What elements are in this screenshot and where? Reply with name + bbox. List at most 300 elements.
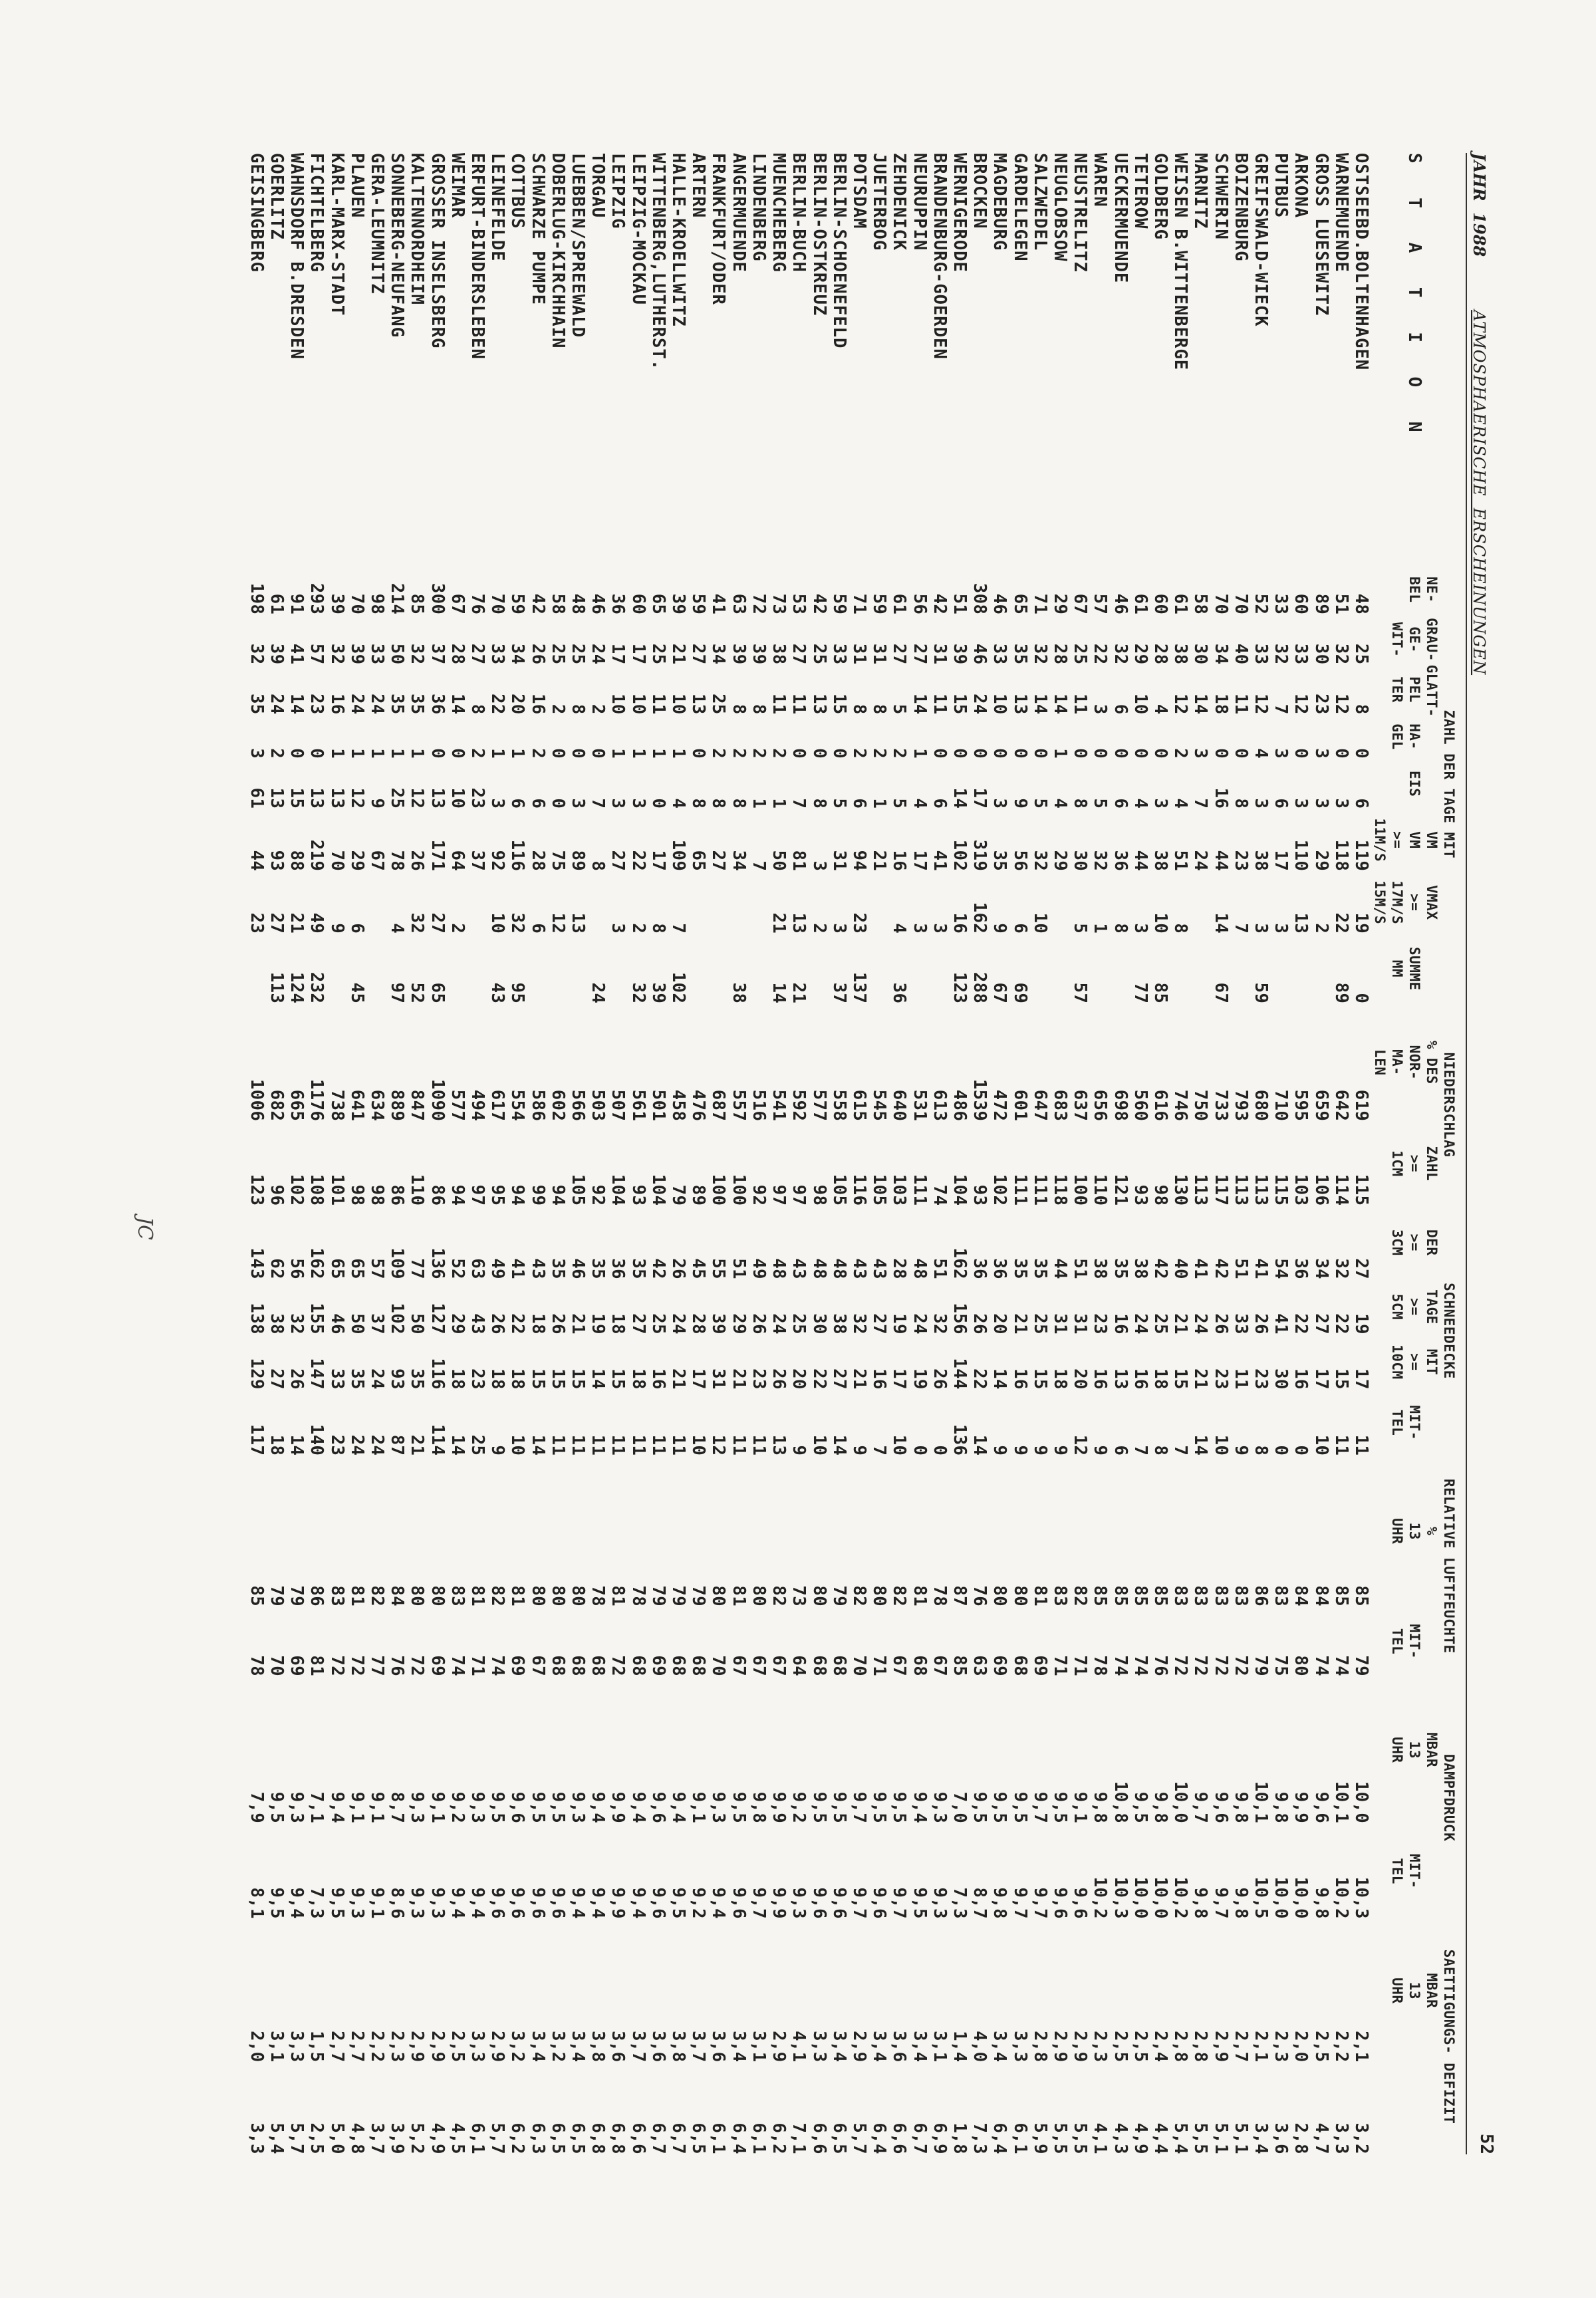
table-cell: 68 <box>568 1655 589 1677</box>
table-cell: 9,5 <box>829 1791 849 1824</box>
table-row <box>247 153 267 2154</box>
subheader-cell: UHR <box>1389 1736 1405 1763</box>
table-cell: 5 <box>829 798 849 809</box>
table-cell: 74 <box>1130 1655 1150 1677</box>
table-row <box>990 153 1009 2154</box>
table-cell: 750 <box>1190 1089 1211 1122</box>
table-cell: 8 <box>588 860 608 872</box>
table-cell: 6,6 <box>628 2122 648 2154</box>
table-cell: 59 <box>688 593 709 615</box>
table-cell: 659 <box>1311 1089 1331 1122</box>
table-cell: 59 <box>869 593 890 615</box>
table-cell: 68 <box>1009 1655 1030 1677</box>
station-name: MAGDEBURG <box>990 153 1010 251</box>
table-cell: 46 <box>1110 593 1130 615</box>
table-cell: 43 <box>789 1258 809 1280</box>
table-cell: 31 <box>929 643 950 665</box>
table-cell: 11 <box>648 694 668 715</box>
table-cell: 34 <box>1210 643 1231 665</box>
table-cell: 16 <box>1130 1368 1150 1390</box>
table-row <box>769 153 789 2154</box>
table-cell: 554 <box>507 1089 528 1122</box>
table-cell: 232 <box>307 971 327 1004</box>
table-cell: 82 <box>487 1585 508 1607</box>
table-cell: 1090 <box>427 1079 448 1122</box>
table-cell: 9,5 <box>267 1791 287 1824</box>
table-cell: 59 <box>1250 982 1271 1004</box>
table-cell: 13 <box>307 787 327 809</box>
table-cell: 60 <box>1150 593 1170 615</box>
subheader-cell <box>1389 565 1406 614</box>
subheader-cell: MBAR <box>1424 1732 1440 1767</box>
table-cell: 85 <box>1090 1585 1111 1607</box>
station-name: GARDELEGEN <box>1009 153 1030 262</box>
table-row <box>1050 153 1070 2154</box>
table-cell: 21 <box>849 1368 869 1390</box>
table-cell: 9,3 <box>407 1887 428 1920</box>
table-cell <box>1030 934 1050 1003</box>
table-row <box>327 153 346 2154</box>
year-label: JAHR 1988 <box>1470 153 1489 257</box>
table-cell: 42 <box>648 1258 668 1280</box>
table-cell: 26 <box>547 1313 568 1335</box>
table-cell: 104 <box>949 1174 970 1206</box>
table-cell: 30 <box>1311 643 1331 665</box>
table-cell: 4,8 <box>346 2122 367 2154</box>
table-cell: 39 <box>708 1313 729 1335</box>
table-cell: 78 <box>387 850 408 872</box>
table-cell: 9,6 <box>829 1887 849 1920</box>
table-cell: 74 <box>929 1184 950 1206</box>
table-cell: 57 <box>307 643 327 665</box>
table-cell: 49 <box>748 1258 769 1280</box>
table-cell: 3 <box>568 798 589 809</box>
table-cell: 11 <box>1331 1434 1351 1456</box>
table-cell: 25 <box>708 694 729 715</box>
table-cell: 89 <box>568 850 589 872</box>
table-cell: 76 <box>387 1655 408 1677</box>
subheader-cell: >= <box>1406 1154 1422 1173</box>
table-cell: 22 <box>628 850 648 872</box>
table-cell: 3,3 <box>287 2031 307 2063</box>
table-cell: 4 <box>1049 798 1070 809</box>
table-cell: 34 <box>1311 1258 1331 1280</box>
table-cell: 1 <box>487 748 508 759</box>
table-cell: 7 <box>1170 1445 1191 1456</box>
table-row <box>588 153 608 2154</box>
subheader-cell <box>1371 1919 1389 2063</box>
table-cell: 6,7 <box>909 2122 930 2154</box>
table-cell: 9,8 <box>1230 1791 1251 1824</box>
table-cell: 602 <box>547 1089 568 1122</box>
table-cell: 1 <box>1049 748 1070 759</box>
subheader-cell: GRAU- <box>1424 618 1440 662</box>
table-cell: 29 <box>447 1313 467 1335</box>
table-cell: 23 <box>307 694 327 715</box>
table-cell: 40 <box>1230 643 1251 665</box>
table-cell: 9,4 <box>287 1887 307 1920</box>
table-cell: 9,5 <box>728 1791 749 1824</box>
table-cell: 121 <box>1110 1174 1130 1206</box>
table-row <box>789 153 809 2154</box>
table-cell: 48 <box>829 1258 849 1280</box>
table-cell: 67 <box>1210 982 1231 1004</box>
table-cell: 3,7 <box>367 2122 388 2154</box>
table-cell: 507 <box>608 1089 628 1122</box>
station-name: BERLIN-OSTKREUZ <box>809 153 829 317</box>
table-cell: 69 <box>990 1655 1010 1677</box>
table-cell: 97 <box>789 1184 809 1206</box>
table-cell: 4,1 <box>789 2031 809 2063</box>
table-row <box>1090 153 1110 2154</box>
table-cell: 77 <box>407 1258 428 1280</box>
table-cell: 98 <box>809 1184 829 1206</box>
table-cell: 9 <box>990 1445 1010 1456</box>
subheader-cell: 11M/S <box>1372 818 1388 862</box>
table-cell: 3,3 <box>1331 2122 1351 2154</box>
table-cell: 85 <box>949 1655 970 1677</box>
subheader-cell: HA- <box>1406 723 1422 750</box>
table-cell: 29 <box>1311 850 1331 872</box>
table-cell: 5,5 <box>1070 2122 1091 2154</box>
station-name: KARL-MARX-STADT <box>327 153 347 317</box>
table-cell: 1 <box>769 798 789 809</box>
table-cell: 8,6 <box>387 1887 408 1920</box>
table-cell: 8 <box>1351 703 1371 715</box>
table-cell: 3 <box>1311 798 1331 809</box>
table-cell: 70 <box>346 593 367 615</box>
table-cell: 94 <box>507 1184 528 1206</box>
table-cell: 615 <box>849 1089 869 1122</box>
table-cell: 16 <box>327 694 347 715</box>
table-cell: 22 <box>970 1368 990 1390</box>
table-cell: 1 <box>748 798 769 809</box>
table-cell: 27 <box>708 850 729 872</box>
station-name: GOERLITZ <box>267 153 287 240</box>
table-row <box>548 153 568 2154</box>
table-cell: 85 <box>1150 1585 1170 1607</box>
table-cell: 26 <box>668 1258 689 1280</box>
table-cell: 3,4 <box>527 2031 548 2063</box>
station-name: JUETERBOG <box>869 153 890 251</box>
table-cell: 592 <box>789 1089 809 1122</box>
table-cell: 50 <box>407 1313 428 1335</box>
table-cell: 39 <box>327 593 347 615</box>
station-name: FRANKFURT/ODER <box>708 153 729 305</box>
subheader-cell: UHR <box>1389 1978 1405 2004</box>
table-cell: 85 <box>1331 1585 1351 1607</box>
table-cell: 26 <box>1210 1313 1231 1335</box>
table-cell: 127 <box>427 1303 448 1335</box>
table-cell: 27 <box>829 1368 849 1390</box>
table-cell: 12 <box>1291 694 1311 715</box>
table-row <box>427 153 447 2154</box>
table-cell: 98 <box>1150 1184 1170 1206</box>
table-cell: 83 <box>1190 1585 1211 1607</box>
table-cell: 38 <box>1250 850 1271 872</box>
table-cell: 48 <box>769 1258 789 1280</box>
table-cell: 74 <box>447 1655 467 1677</box>
table-cell: 637 <box>1070 1089 1091 1122</box>
table-cell: 88 <box>287 850 307 872</box>
table-cell: 3,2 <box>507 2031 528 2063</box>
table-cell: 86 <box>427 1184 448 1206</box>
subheader-cell <box>1423 153 1440 565</box>
table-cell: 33 <box>829 643 849 665</box>
table-cell: 13 <box>568 912 589 934</box>
table-row <box>407 153 427 2154</box>
table-cell: 11 <box>728 1434 749 1456</box>
table-cell: 2 <box>628 923 648 934</box>
table-cell: 51 <box>1230 1258 1251 1280</box>
table-cell: 26 <box>287 1368 307 1390</box>
table-cell: 4,1 <box>1090 2122 1111 2154</box>
table-cell: 5 <box>1029 798 1050 809</box>
table-cell: 3 <box>1250 798 1271 809</box>
table-cell: 143 <box>246 1247 267 1280</box>
table-cell: 16 <box>1291 1368 1311 1390</box>
table-cell: 541 <box>769 1089 789 1122</box>
table-cell: 3,4 <box>568 2031 589 2063</box>
table-cell: 11 <box>1230 694 1251 715</box>
table-cell: 3 <box>487 798 508 809</box>
table-row <box>648 153 668 2154</box>
table-cell: 557 <box>728 1089 749 1122</box>
table-cell: 6,2 <box>507 2122 528 2154</box>
table-cell: 7,0 <box>949 1791 970 1824</box>
table-cell <box>1291 934 1311 1003</box>
table-cell: 5,4 <box>267 2122 287 2154</box>
table-cell: 33 <box>1271 593 1291 615</box>
subheader-cell <box>1423 1823 1440 1919</box>
table-cell: 25 <box>648 643 668 665</box>
table-cell: 68 <box>668 1655 689 1677</box>
table-cell: 70 <box>1210 593 1231 615</box>
subheader-cell: UHR <box>1389 1518 1405 1545</box>
table-cell: 86 <box>387 1184 408 1206</box>
table-cell: 4 <box>387 923 408 934</box>
table-cell: 647 <box>1029 1089 1050 1122</box>
table-cell: 2 <box>708 748 729 759</box>
table-cell: 34 <box>507 643 528 665</box>
table-cell: 6,2 <box>769 2122 789 2154</box>
table-cell: 28 <box>1049 643 1070 665</box>
table-cell: 33 <box>487 643 508 665</box>
table-cell: 54 <box>1271 1258 1291 1280</box>
table-cell: 3,2 <box>1351 2122 1371 2154</box>
subheader-cell: GEL <box>1389 723 1405 750</box>
table-cell: 28 <box>447 643 467 665</box>
table-cell: 6,7 <box>648 2122 668 2154</box>
table-cell: 9,5 <box>990 1791 1010 1824</box>
table-cell <box>327 934 346 1003</box>
table-cell: 9,3 <box>287 1791 307 1824</box>
table-cell: 79 <box>1250 1655 1271 1677</box>
table-cell: 13 <box>809 694 829 715</box>
table-cell: 41 <box>507 1258 528 1280</box>
table-cell: 3,4 <box>829 2031 849 2063</box>
table-cell: 847 <box>407 1089 428 1122</box>
table-cell: 0 <box>568 748 589 759</box>
table-cell: 2 <box>849 748 869 759</box>
table-cell: 18 <box>628 1368 648 1390</box>
table-cell: 7 <box>1130 1445 1150 1456</box>
table-cell: 6,5 <box>547 2122 568 2154</box>
table-cell: 113 <box>267 971 287 1004</box>
table-cell: 5 <box>889 798 910 809</box>
table-cell: 9,9 <box>1291 1791 1311 1824</box>
table-cell: 3 <box>990 798 1010 809</box>
table-cell: 0 <box>1291 1445 1311 1456</box>
table-cell: 81 <box>728 1585 749 1607</box>
table-cell: 21 <box>1170 1313 1191 1335</box>
table-cell: 19 <box>1351 1313 1371 1335</box>
table-cell: 4,7 <box>1311 2122 1331 2154</box>
table-cell <box>909 934 929 1003</box>
table-cell: 9,5 <box>327 1887 347 1920</box>
table-cell: 9,8 <box>1190 1887 1211 1920</box>
table-cell: 162 <box>307 1247 327 1280</box>
station-name: TORGAU <box>588 153 608 219</box>
table-cell: 130 <box>1170 1174 1191 1206</box>
table-cell: 27 <box>267 912 287 934</box>
table-cell: 9,3 <box>568 1791 589 1824</box>
table-cell: 171 <box>427 839 448 872</box>
table-cell: 94 <box>849 850 869 872</box>
table-cell: 50 <box>346 1313 367 1335</box>
subheader-cell <box>1371 1206 1389 1279</box>
table-cell: 0 <box>1230 748 1251 759</box>
station-name: WAREN <box>1090 153 1111 207</box>
table-cell: 11 <box>1070 694 1091 715</box>
table-cell: 43 <box>527 1258 548 1280</box>
table-cell <box>1190 871 1210 934</box>
table-cell: 81 <box>789 850 809 872</box>
table-cell: 78 <box>1090 1655 1111 1677</box>
table-cell: 24 <box>588 982 608 1004</box>
table-cell: 113 <box>1190 1174 1211 1206</box>
table-cell: 9,8 <box>1090 1791 1111 1824</box>
table-cell: 11 <box>608 1434 628 1456</box>
table-cell: 24 <box>367 1434 388 1456</box>
table-cell: 561 <box>628 1089 648 1122</box>
table-row <box>1110 153 1130 2154</box>
table-cell: 5,7 <box>487 2122 508 2154</box>
station-name: NEUSTRELITZ <box>1070 153 1091 273</box>
table-cell: 4 <box>1170 798 1191 809</box>
table-cell <box>568 934 588 1003</box>
table-cell <box>1110 934 1130 1003</box>
table-cell: 3,6 <box>648 2031 668 2063</box>
table-cell: 97 <box>769 1184 789 1206</box>
table-cell: 15 <box>949 694 970 715</box>
table-cell: 10 <box>688 1434 709 1456</box>
table-cell: 3 <box>1331 798 1351 809</box>
table-cell: 6 <box>1009 923 1030 934</box>
table-cell: 79 <box>648 1585 668 1607</box>
table-cell: 162 <box>949 1247 970 1280</box>
table-cell: 38 <box>829 1313 849 1335</box>
table-cell: 42 <box>929 593 950 615</box>
table-cell: 61 <box>267 593 287 615</box>
table-cell: 13 <box>327 787 347 809</box>
table-cell: 58 <box>1190 593 1211 615</box>
table-cell <box>247 934 267 1003</box>
table-cell: 72 <box>608 1655 628 1677</box>
table-cell: 9,6 <box>1070 1887 1091 1920</box>
subheader-cell: 1CM <box>1389 1150 1405 1177</box>
table-cell: 17 <box>688 1368 709 1390</box>
table-cell: 22 <box>1331 912 1351 934</box>
table-cell: 577 <box>809 1089 829 1122</box>
table-cell: 16 <box>889 850 910 872</box>
table-cell: 613 <box>929 1089 950 1122</box>
table-cell: 106 <box>1311 1174 1331 1206</box>
table-cell: 5,4 <box>1170 2122 1191 2154</box>
table-cell: 56 <box>1009 850 1030 872</box>
table-cell: 7 <box>1230 923 1251 934</box>
table-cell: 3,6 <box>889 2031 910 2063</box>
table-cell: 9,9 <box>608 1791 628 1824</box>
table-cell: 9,7 <box>1009 1887 1030 1920</box>
table-cell: 35 <box>1009 643 1030 665</box>
table-cell: 9,8 <box>1271 1791 1291 1824</box>
table-cell: 136 <box>427 1247 448 1280</box>
table-cell: 6,4 <box>990 2122 1010 2154</box>
table-cell: 67 <box>748 1655 769 1677</box>
table-cell: 18 <box>447 1368 467 1390</box>
table-cell: 51 <box>929 1258 950 1280</box>
table-cell: 1 <box>648 748 668 759</box>
table-cell: 8,7 <box>387 1791 408 1824</box>
table-cell: 288 <box>970 971 990 1004</box>
table-cell: 10 <box>1150 912 1170 934</box>
table-cell: 15 <box>608 1368 628 1390</box>
subheader-cell <box>1371 1456 1389 1606</box>
table-row <box>568 153 588 2154</box>
table-cell: 123 <box>246 1174 267 1206</box>
table-cell <box>367 934 387 1003</box>
table-cell: 36 <box>889 982 910 1004</box>
table-cell: 4,9 <box>1130 2122 1150 2154</box>
table-row <box>1070 153 1090 2154</box>
table-cell: 9 <box>1049 1445 1070 1456</box>
table-cell: 83 <box>1271 1585 1291 1607</box>
subheader-cell: GE- <box>1406 626 1422 653</box>
table-cell: 14 <box>588 1368 608 1390</box>
table-cell: 99 <box>527 1184 548 1206</box>
table-cell: 82 <box>1070 1585 1091 1607</box>
table-cell: 73 <box>769 593 789 615</box>
table-cell: 3,3 <box>246 2122 267 2154</box>
table-cell: 77 <box>367 1655 388 1677</box>
table-row <box>1210 153 1230 2154</box>
table-cell: 2,7 <box>346 2031 367 2063</box>
table-cell: 6 <box>1271 798 1291 809</box>
station-name: WITTENBERG,LUTHERST. <box>648 153 668 371</box>
table-cell: 2,1 <box>1351 2031 1371 2063</box>
table-cell: 36 <box>427 694 448 715</box>
table-cell: 27 <box>427 912 448 934</box>
table-cell: 41 <box>287 643 307 665</box>
table-cell: 25 <box>809 643 829 665</box>
table-cell: 24 <box>1190 1313 1211 1335</box>
table-cell: 68 <box>829 1655 849 1677</box>
table-cell: 558 <box>829 1089 849 1122</box>
table-cell: 31 <box>1049 1313 1070 1335</box>
station-name: GERA-LEUMNITZ <box>367 153 388 295</box>
table-cell: 1 <box>507 748 528 759</box>
